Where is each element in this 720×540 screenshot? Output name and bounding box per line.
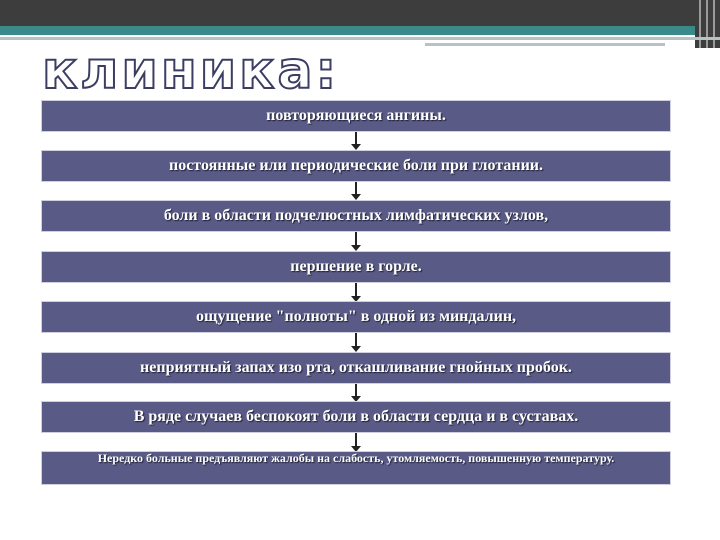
connector-6 <box>355 383 357 397</box>
connector-2 <box>355 181 357 195</box>
slide-title: клиника: <box>42 41 340 101</box>
connector-3 <box>355 231 357 246</box>
connector-4 <box>355 282 357 297</box>
arrow-2 <box>351 194 361 200</box>
step-box-3: боли в области подчелюстных лимфатических узлов, <box>42 201 670 231</box>
arrow-3 <box>351 245 361 251</box>
step-box-7: В ряде случаев беспокоят боли в области сердца и в суставах. <box>42 402 670 432</box>
step-box-5: ощущение "полноты" в одной из миндалин, <box>42 302 670 332</box>
step-box-4: першение в горле. <box>42 252 670 282</box>
arrow-1 <box>351 144 361 150</box>
step-box-2: постоянные или периодические боли при глотании. <box>42 151 670 181</box>
top-bar-accent <box>0 26 720 35</box>
step-box-8: Нередко больные предъявляют жалобы на слабость, утомляемость, повышенную температуру. <box>42 452 670 484</box>
top-bar <box>0 0 720 26</box>
decor-line-short <box>425 43 665 46</box>
arrow-5 <box>351 346 361 352</box>
step-box-1: повторяющиеся ангины. <box>42 101 670 131</box>
top-right-decoration <box>695 0 720 48</box>
step-box-6: неприятный запах изо рта, откашливание гнойных пробок. <box>42 353 670 383</box>
connector-5 <box>355 332 357 347</box>
connector-1 <box>355 131 357 145</box>
connector-7 <box>355 432 357 446</box>
